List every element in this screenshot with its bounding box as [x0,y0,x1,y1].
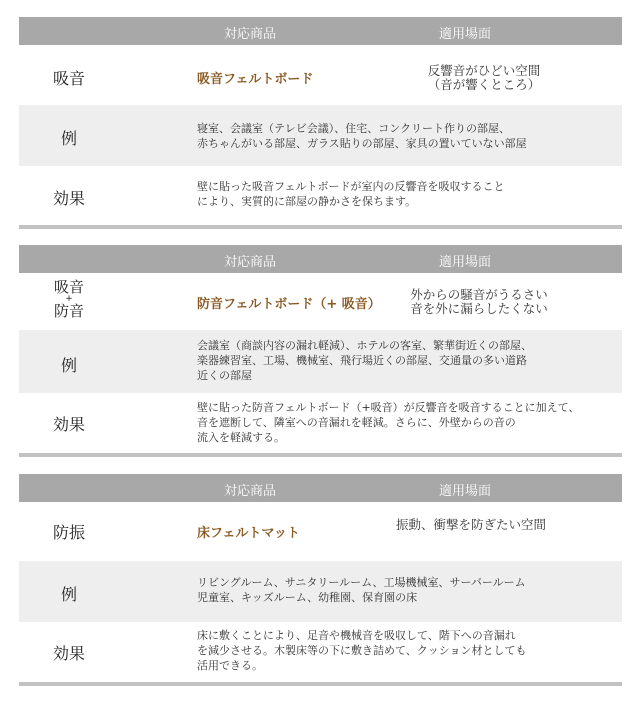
effect-text [197,628,527,673]
category-label-plus: + [65,294,73,304]
scene-line: （音が響くところ） [427,77,541,92]
example-row [19,330,622,393]
category-row [19,45,622,105]
effect-line: 床に敷くことにより、足音や機械音を吸収して、階下への音漏れ [197,629,516,642]
category-row [19,502,622,561]
example-label: 例 [60,356,77,375]
example-line: リビングルーム、サニタリールーム、工場機械室、サーバールーム [197,576,526,589]
header-product: 対応商品 [224,27,277,42]
effect-line: 流入を軽減する。 [197,431,285,444]
effect-row [19,166,622,225]
header-scene: 適用場面 [439,255,492,270]
example-row [19,105,622,166]
example-line: 楽器練習室、工場、機械室、飛行場近くの部屋、交通量の多い道路 [197,354,527,367]
table-vibration-proofing [19,474,622,686]
scene-line: 音を外に漏らしたくない [410,301,548,316]
category-label: 吸音 [52,69,85,88]
example-text [197,338,532,383]
example-line: 会議室（商談内容の漏れ軽減）、ホテルの客室、繁華街近くの部屋、 [197,339,532,352]
effect-text [197,179,504,209]
category-label-top: 吸音 [53,278,84,296]
table-bottom-divider [19,225,622,229]
example-label: 例 [60,585,77,604]
effect-row [19,393,622,453]
effect-line: 活用できる。 [197,659,263,672]
scene-text [405,288,553,316]
effect-row [19,622,622,682]
effect-text [197,400,579,445]
scene-text [401,64,567,92]
effect-line: により、実質的に部屋の静かさを保ちます。 [197,195,417,208]
product-name: 床フェルトマット [197,526,300,541]
effect-line: 壁に貼った吸音フェルトボードが室内の反響音を吸収すること [197,180,505,193]
effect-line: を減少させる。木製床等の下に敷き詰めて、クッション材としても [197,644,527,657]
table-bottom-divider [19,682,622,686]
header-product: 対応商品 [224,255,277,270]
example-label: 例 [60,129,77,148]
header-scene: 適用場面 [439,484,492,499]
category-label [19,279,119,320]
example-row [19,561,622,622]
example-line: 近くの部屋 [197,369,252,382]
header-product: 対応商品 [224,484,277,499]
table-header [19,17,622,45]
effect-line: 壁に貼った防音フェルトボード（+吸音）が反響音を吸音することに加えて、 [197,401,580,414]
example-text [197,575,526,605]
example-text [197,121,527,151]
category-row [19,273,622,330]
example-line: 寝室、会議室（テレビ会議）、住宅、コンクリート作りの部屋、 [197,122,511,135]
table-bottom-divider [19,453,622,457]
product-name: 防音フェルトボード（+ 吸音） [197,297,381,312]
table-header [19,474,622,502]
effect-label: 効果 [52,189,85,208]
effect-line: 音を遮断して、隣室への音漏れを軽減。さらに、外壁からの音の [197,416,516,429]
scene-text [371,518,571,532]
example-line: 児童室、キッズルーム、幼稚園、保育園の床 [197,591,418,604]
table-soundproofing [19,245,622,457]
example-line: 赤ちゃんがいる部屋、ガラス貼りの部屋、家具の置いていない部屋 [197,137,527,150]
category-label: 防振 [52,523,85,542]
table-sound-absorption [19,17,622,229]
scene-line: 外からの騒音がうるさい [410,287,548,302]
header-scene: 適用場面 [439,27,492,42]
scene-line: 振動、衝撃を防ぎたい空間 [395,517,546,532]
effect-label: 効果 [52,415,85,434]
scene-line: 反響音がひどい空間 [427,63,541,78]
table-header [19,245,622,273]
category-label-bottom: 防音 [53,302,84,320]
product-name: 吸音フェルトボード [197,72,314,87]
effect-label: 効果 [52,644,85,663]
